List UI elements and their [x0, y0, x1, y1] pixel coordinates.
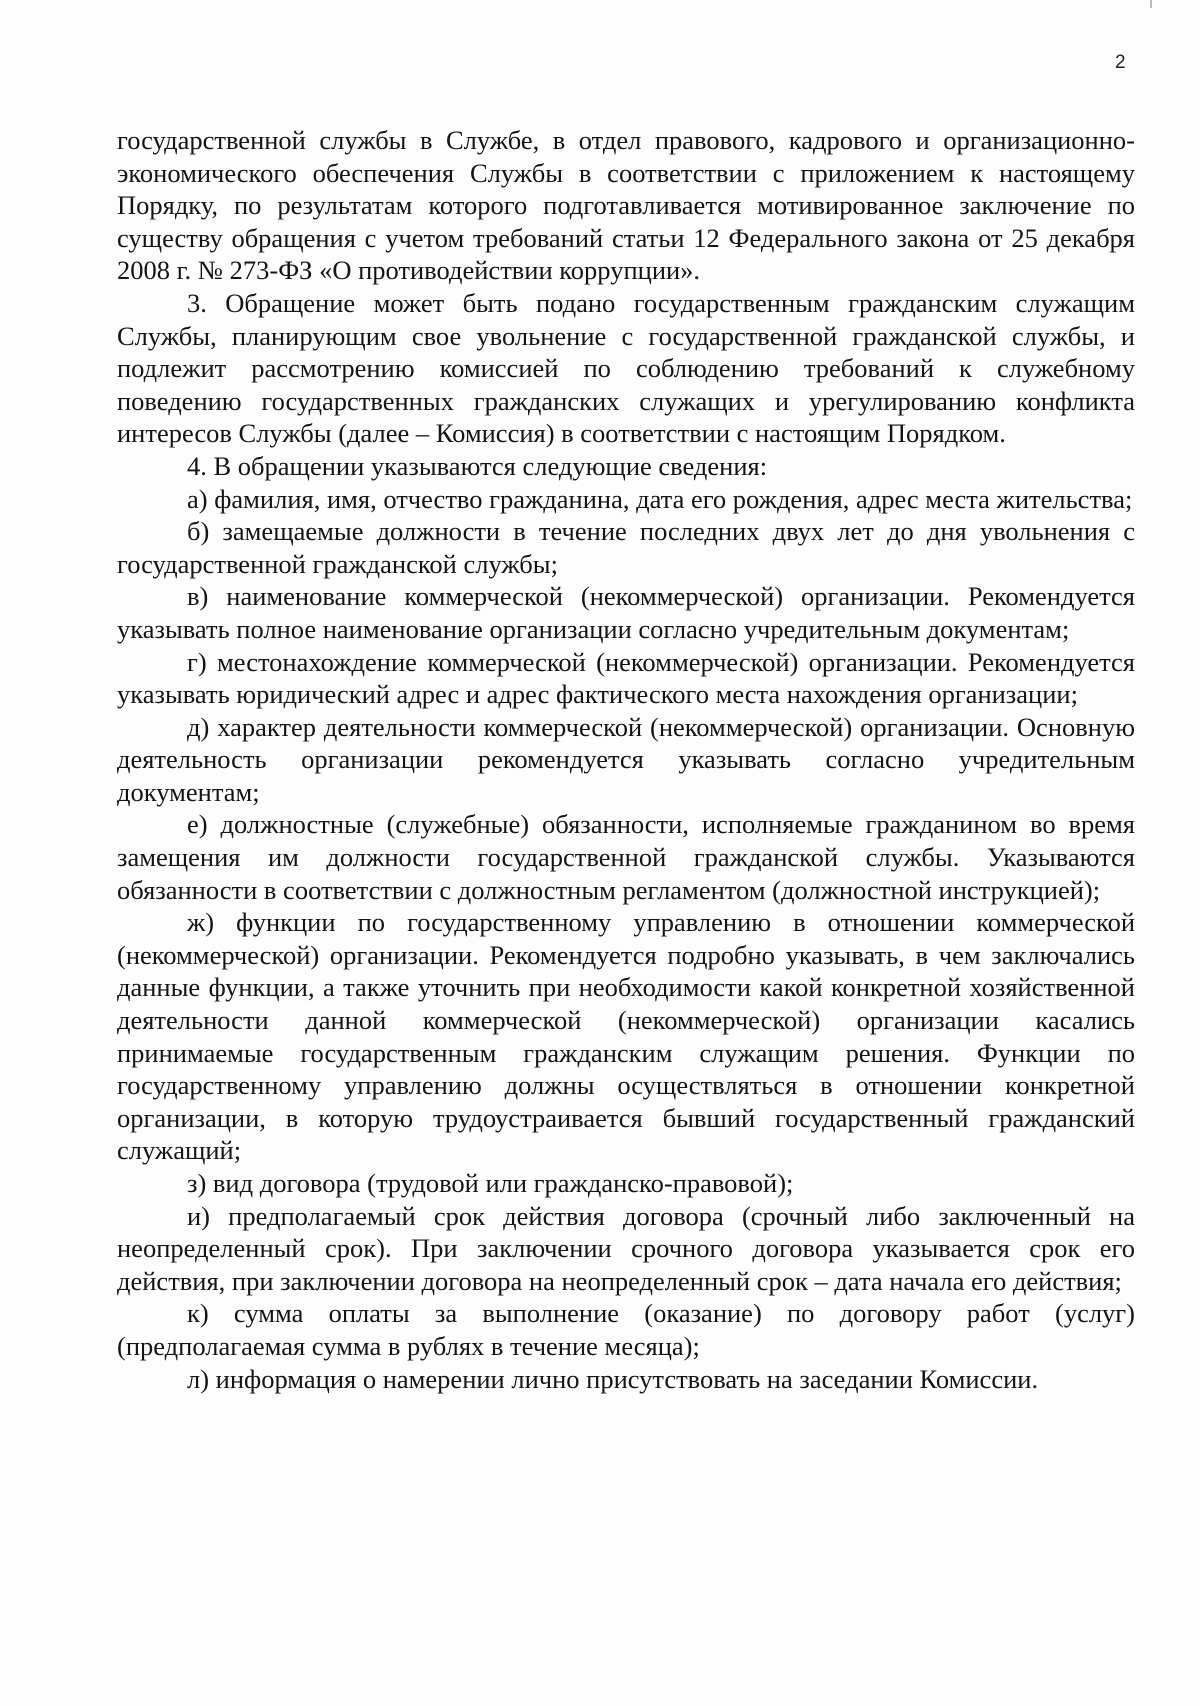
document-body: [117, 124, 1135, 1395]
list-item-v: в) наименование коммерческой (некоммерческой) организации. Рекомендуется указывать полное наименование организации согласно учредительным документам;: [117, 581, 1135, 644]
list-item-z: з) вид договора (трудовой или гражданско-правовой);: [187, 1168, 794, 1198]
list-item-e: е) должностные (служебные) обязанности, исполняемые гражданином во время замещения им должности государственной гражданской службы. Указываются обязанности в соответствии с должностным регламентом (должностной инструкцией);: [117, 809, 1135, 905]
list-item-l: л) информация о намерении лично присутствовать на заседании Комиссии.: [187, 1363, 1039, 1394]
list-item-i: и) предполагаемый срок действия договора (срочный либо заключенный на неопределенный срок). При заключении срочного договора указывается срок его действия, при заключении договора на неопределенный срок – дата начала его действия;: [117, 1200, 1135, 1296]
scan-edge-mark: [1150, 0, 1152, 8]
list-item-k: к) сумма оплаты за выполнение (оказание) по договору работ (услуг) (предполагаемая сумма в рублях в течение месяца);: [117, 1298, 1135, 1361]
list-item-zh: ж) функции по государственному управлению в отношении коммерческой (некоммерческой) организации. Рекомендуется подробно указывать, в чем заключались данные функции, а также уточнить при необходимости какой конкретной хозяйственной деятельности данной коммерческой (некоммерческой) организации касались принимаемые государственным гражданским служащим решения. Функции по государственному управлению должны осуществляться в отношении конкретной организации, в которую трудоустраивается бывший государственный гражданский служащий;: [117, 907, 1135, 1166]
page-number: 2: [1115, 52, 1126, 73]
list-item-g: г) местонахождение коммерческой (некоммерческой) организации. Рекомендуется указывать юридический адрес и адрес фактического места нахождения организации;: [117, 646, 1135, 710]
paragraph-continuation: государственной службы в Службе, в отдел правового, кадрового и организационно-экономического обеспечения Службы в соответствии с приложением к настоящему Порядку, по результатам которого подготавливается мотивированное заключение по существу обращения с учетом требований статьи 12 Федерального закона от 25 декабря 2008 г. № 273-ФЗ «О противодействии коррупции».: [117, 125, 1135, 286]
list-item-b: б) замещаемые должности в течение последних двух лет до дня увольнения с государственной гражданской службы;: [117, 516, 1135, 579]
paragraph-4: 4. В обращении указываются следующие сведения:: [187, 450, 768, 481]
paragraph-3: 3. Обращение может быть подано государственным гражданским служащим Службы, планирующим свое увольнение с государственной гражданской службы, и подлежит рассмотрению комиссией по соблюдению требований к служебному поведению государственных гражданских служащих и урегулированию конфликта интересов Службы (далее – Комиссия) в соответствии с настоящим Порядком.: [117, 287, 1135, 449]
list-item-d: д) характер деятельности коммерческой (некоммерческой) организации. Основную деятельность организации рекомендуется указывать согласно учредительным документам;: [117, 711, 1135, 807]
list-item-a: а) фамилия, имя, отчество гражданина, дата его рождения, адрес места жительства;: [187, 483, 1133, 514]
